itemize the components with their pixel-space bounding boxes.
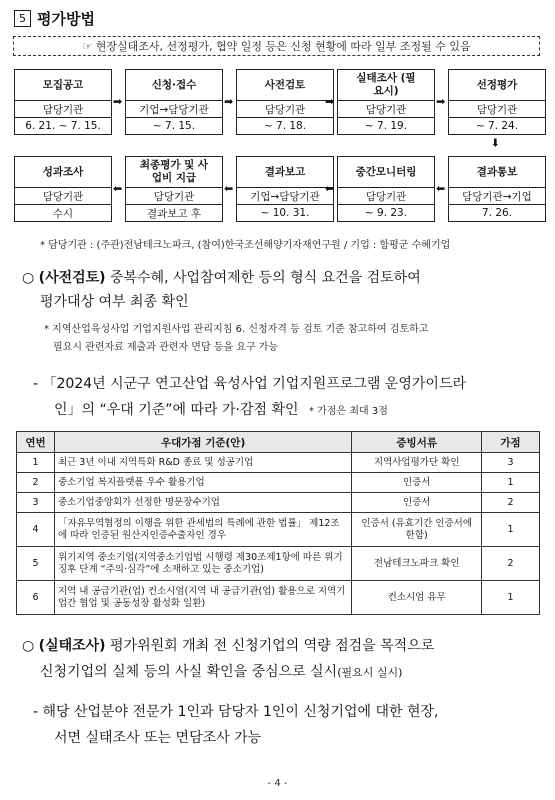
step-title: 성과조사 [15,157,111,188]
arrow-down-icon: ➡ [489,137,503,148]
pre-review-line2: 평가대상 여부 최종 확인 [40,294,189,310]
process-step-final-eval [125,156,223,222]
section-number: 5 [14,10,31,27]
arrow-left-icon: ⬅ [113,182,123,195]
step-title: 모집공고 [15,70,111,101]
survey-optional: (필요시 실시) [337,666,403,679]
step-title: 결과보고 [237,157,333,188]
row-points: 2 [482,493,540,513]
row-points: 1 [482,473,540,493]
col-header-no: 연번 [17,432,55,453]
step-title: 중간모니터링 [338,157,434,188]
process-step-monitoring [337,156,435,222]
guide-line2 [54,398,388,422]
table-header-row [17,432,540,453]
arrow-left-icon: ⬅ [325,182,335,195]
table-row [17,513,540,547]
row-doc: 컨소시엄 유무 [352,581,482,615]
process-step-notify [448,156,546,222]
row-doc: 전남테크노파크 확인 [352,547,482,581]
row-doc: 인증서 [352,493,482,513]
row-doc: 지역사업평가단 확인 [352,453,482,473]
bonus-max-note: * 가점은 최대 3점 [309,406,388,417]
guide-line2-text: 인」의 “우대 기준”에 따라 가·감점 확인 [54,402,299,418]
process-step-survey [337,69,435,135]
bullet: ○ [22,270,35,286]
col-header-points: 가점 [482,432,540,453]
step-title: 결과통보 [449,157,545,188]
step-title: 실태조사 (필요시) [338,70,434,101]
row-no: 2 [17,473,55,493]
step-date: 수시 [52,207,74,220]
step-owner: 담당기관 [126,188,222,205]
row-points: 1 [482,581,540,615]
step-date: ~ 7. 24. [475,120,519,132]
process-step-selection [448,69,546,135]
page-number: - 4 - [267,778,288,789]
process-step-outcome [14,156,112,222]
step-owner: 담당기관 [15,188,111,205]
pre-review-note2: 필요시 관련자료 제출과 관련자 면담 등을 요구 가능 [53,342,279,353]
step-owner: 담당기관 [338,101,434,118]
step-title: 최종평가 및 사업비 지급 [126,157,222,188]
table-row [17,453,540,473]
survey-line1 [22,634,434,658]
step-date: 7. 26. [481,207,513,219]
survey-text: 평가위원회 개최 전 신청기업의 역량 점검을 목적으로 [105,638,435,654]
step-date: ~ 7. 18. [263,120,307,132]
row-no: 4 [17,513,55,547]
bullet: ○ [22,638,35,654]
row-no: 1 [17,453,55,473]
process-step-report [236,156,334,222]
row-no: 5 [17,547,55,581]
table-row [17,547,540,581]
section-title [14,8,95,28]
process-step-prereview [236,69,334,135]
row-no: 3 [17,493,55,513]
step-date: ~ 9. 23. [364,207,408,219]
pre-review-line1 [22,266,421,290]
bonus-criteria-table [16,431,540,615]
step-title: 선정평가 [449,70,545,101]
guide-line1: - 「2024년 시군구 연고산업 육성사업 기업지원프로그램 운영가이드라 [33,376,467,392]
table-row [17,581,540,615]
step-date: 6. 21. ~ 7. 15. [25,120,101,132]
col-header-doc: 증빙서류 [352,432,482,453]
row-criteria: 최근 3년 이내 지역특화 R&D 종료 및 성공기업 [54,453,351,473]
row-criteria: 「자유무역협정의 이행을 위한 관세법의 특례에 관한 법률」 제12조에 따라 인증된 원산지인증수출자인 경우 [54,513,351,547]
arrow-left-icon: ⬅ [224,182,234,195]
step-owner: 기업→담당기관 [237,188,333,205]
step-owner: 담당기관→기업 [449,188,545,205]
pre-review-note1: * 지역산업육성사업 기업지원사업 관리지침 6. 신청자격 등 검토 기준 참고하여 검토하고 [44,324,429,335]
row-points: 1 [482,513,540,547]
row-criteria: 중소기업 복지플랫폼 우수 활용기업 [54,473,351,493]
survey-dash-line1: - 해당 산업분야 전문가 1인과 담당자 1인이 신청기업에 대한 현장, [33,704,439,720]
step-owner: 기업→담당기관 [126,101,222,118]
step-date: ~ 7. 15. [152,120,196,132]
row-criteria: 지역 내 공급기관(업) 컨소시엄(지역 내 공급기관(업) 활용으로 지역기업간 협업 및 공동성장 활성화 일환) [54,581,351,615]
arrow-left-icon: ⬅ [436,182,446,195]
row-points: 2 [482,547,540,581]
step-owner: 담당기관 [338,188,434,205]
survey-line2 [40,660,402,685]
row-no: 6 [17,581,55,615]
row-criteria: 위기지역 중소기업(지역중소기업법 시행령 제30조제1항에 따른 위기징후 단계 “주의·심각”에 소재하고 있는 중소기업) [54,547,351,581]
arrow-right-icon: ➡ [224,95,234,108]
row-points: 3 [482,453,540,473]
step-owner: 담당기관 [449,101,545,118]
process-step-recruit [14,69,112,135]
row-doc: 인증서 (유효기간 인증서에 한함) [352,513,482,547]
survey-heading: (실태조사) [38,638,106,654]
row-criteria: 중소기업중앙회가 선정한 명문장수기업 [54,493,351,513]
step-title: 신청·접수 [126,70,222,101]
arrow-right-icon: ➡ [325,95,335,108]
survey-line2-text: 신청기업의 실체 등의 사실 확인을 중심으로 실시 [40,664,338,680]
table-row [17,493,540,513]
step-owner: 담당기관 [15,101,111,118]
row-doc: 인증서 [352,473,482,493]
step-date: 결과보고 후 [146,207,202,220]
process-step-apply [125,69,223,135]
arrow-right-icon: ➡ [436,95,446,108]
schedule-notice: ☞ 현장실태조사, 선정평가, 협약 일정 등은 신청 현황에 따라 일부 조정될 수 있음 [13,36,540,56]
step-date: ~ 7. 19. [364,120,408,132]
step-title: 사전검토 [237,70,333,101]
section-heading: 평가방법 [37,9,95,28]
col-header-criteria: 우대가점 기준(안) [54,432,351,453]
pre-review-heading: (사전검토) [38,270,106,286]
arrow-right-icon: ➡ [113,95,123,108]
survey-dash-line2: 서면 실태조사 또는 면담조사 가능 [54,730,262,746]
step-date: ~ 10. 31. [260,207,310,219]
pre-review-text: 중복수혜, 사업참여제한 등의 형식 요건을 검토하여 [105,270,421,286]
table-row [17,473,540,493]
process-footnote: * 담당기관 : (주관)전남테크노파크, (참여)한국조선해양기자재연구원 / 기업 : 함평군 수혜기업 [40,240,451,251]
step-owner: 담당기관 [237,101,333,118]
